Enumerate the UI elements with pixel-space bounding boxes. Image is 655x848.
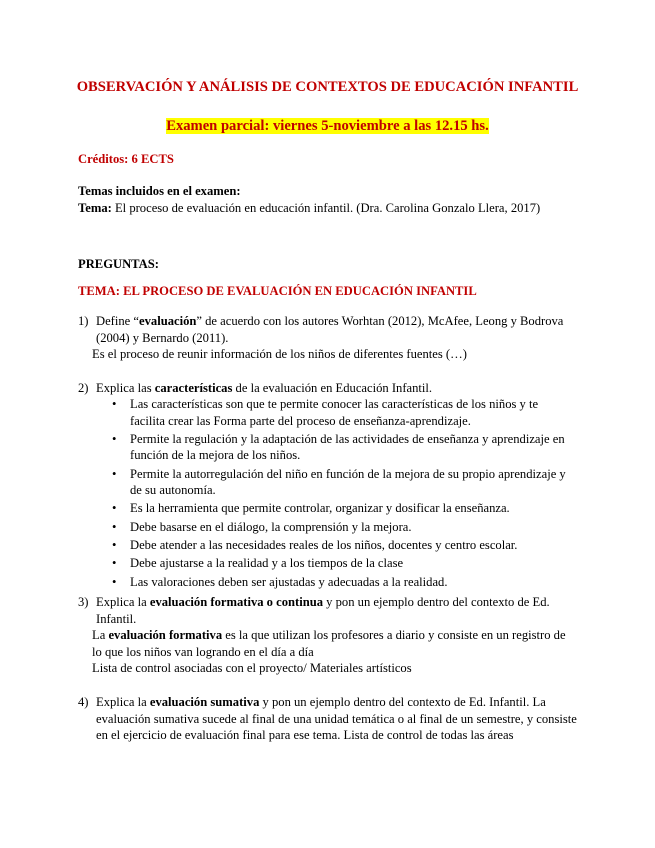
question-number: 1) xyxy=(78,314,89,328)
question-text: Explica la evaluación formativa o continua y pon un ejemplo dentro del contexto de Ed. Infantil. xyxy=(96,595,550,626)
bullet-icon: • xyxy=(112,556,117,571)
answer-example: Lista de control asociadas con el proyecto/ Materiales artísticos xyxy=(92,661,412,675)
list-item: • Permite la autorregulación del niño en función de la mejora de su propio aprendizaje y de su autonomía. xyxy=(112,466,566,498)
list-item: • Debe atender a las necesidades reales de los niños, docentes y centro escolar. xyxy=(112,537,518,552)
exam-date-line xyxy=(0,117,655,135)
tema-text: El proceso de evaluación en educación infantil. (Dra. Carolina Gonzalo Llera, 2017) xyxy=(111,201,541,215)
bullet-icon: • xyxy=(112,501,117,516)
answer-text: Es el proceso de reunir información de los niños de diferentes fuentes (…) xyxy=(92,347,467,361)
temas-heading: Temas incluidos en el examen: xyxy=(78,184,241,198)
exam-date-highlight: Examen parcial: viernes 5-noviembre a las 12.15 hs. xyxy=(166,118,489,134)
question-number: 2) xyxy=(78,381,89,395)
page-title: OBSERVACIÓN Y ANÁLISIS DE CONTEXTOS DE EDUCACIÓN INFANTIL xyxy=(76,79,579,95)
bullet-icon: • xyxy=(112,466,117,481)
question-number: 3) xyxy=(78,595,89,609)
section-title: TEMA: EL PROCESO DE EVALUACIÓN EN EDUCACIÓN INFANTIL xyxy=(78,284,477,298)
preguntas-heading: PREGUNTAS: xyxy=(78,257,159,271)
bullet-icon: • xyxy=(112,537,117,552)
list-item: • Permite la regulación y la adaptación de las actividades de enseñanza y aprendizaje en función de la mejora de los niños. xyxy=(112,431,565,463)
list-item: • Las valoraciones deben ser ajustadas y adecuadas a la realidad. xyxy=(112,574,448,589)
answer-text: La evaluación formativa es la que utilizan los profesores a diario y consiste en un registro de lo que los niños van logrando en el día a día xyxy=(92,628,566,659)
bullet-icon: • xyxy=(112,574,117,589)
question-3 xyxy=(78,594,578,677)
list-item: • Debe basarse en el diálogo, la comprensión y la mejora. xyxy=(112,519,412,534)
question-number: 4) xyxy=(78,695,89,709)
question-text: Explica la evaluación sumativa y pon un ejemplo dentro del contexto de Ed. Infantil. La evaluación sumativa sucede al final de una unidad temática o al final de un semestre, y consiste en el ejercicio de evaluación final para ese tema. Lista de control de todas las áreas xyxy=(96,695,577,742)
question-1 xyxy=(78,313,578,363)
characteristics-list xyxy=(112,396,572,592)
tema-line xyxy=(78,200,578,216)
list-item: • Las características son que te permite conocer las características de los niños y te facilita crear las Forma parte del proceso de enseñanza-aprendizaje. xyxy=(112,397,539,428)
question-2 xyxy=(78,380,578,397)
question-4 xyxy=(78,694,578,744)
list-item: • Es la herramienta que permite controlar, organizar y dosificar la enseñanza. xyxy=(112,501,510,516)
question-text: Define “evaluación” de acuerdo con los autores Worhtan (2012), McAfee, Leong y Bodrova (2004) y Bernardo (2011). xyxy=(96,314,564,345)
tema-label: Tema: xyxy=(78,201,112,215)
question-text: Explica las características de la evaluación en Educación Infantil. xyxy=(96,381,433,395)
credits: Créditos: 6 ECTS xyxy=(78,152,174,166)
bullet-icon: • xyxy=(112,397,117,411)
bullet-icon: • xyxy=(112,519,117,534)
list-item: • Debe ajustarse a la realidad y a los tiempos de la clase xyxy=(112,556,404,571)
bullet-icon: • xyxy=(112,431,117,446)
